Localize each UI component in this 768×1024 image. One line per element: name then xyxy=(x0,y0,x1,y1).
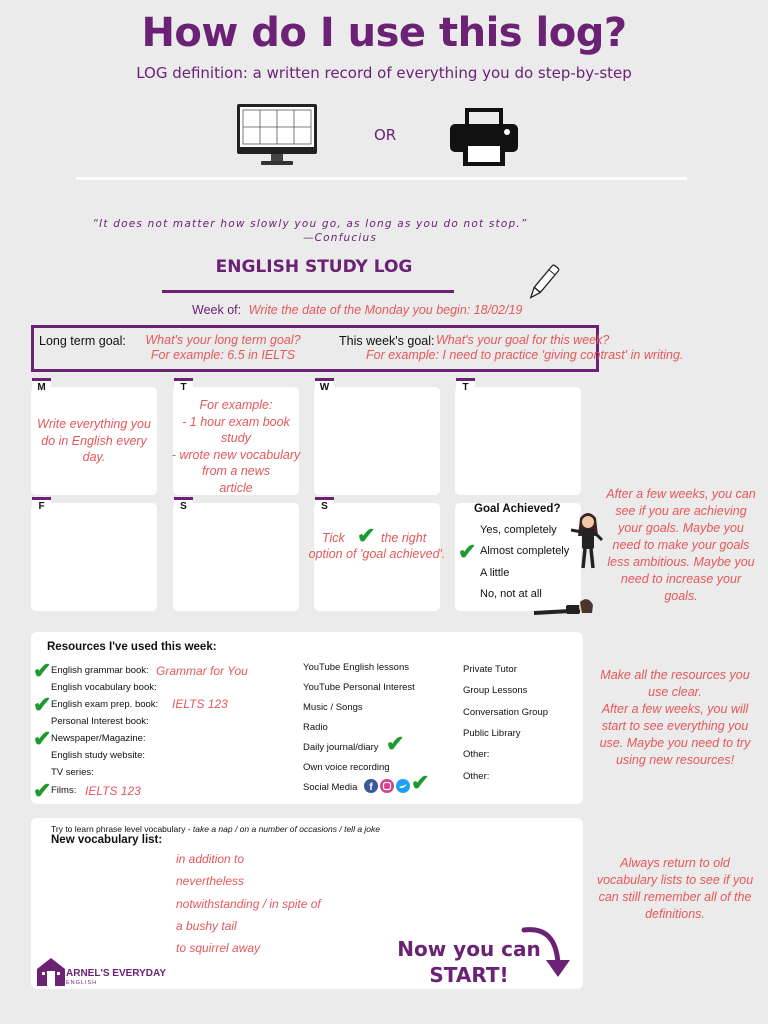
resource-exam-book-value: IELTS 123 xyxy=(172,697,228,711)
resource-social-media[interactable]: Social Media xyxy=(303,782,358,793)
day-tag-sunday: S xyxy=(315,497,334,513)
resources-title: Resources I've used this week: xyxy=(47,641,217,653)
check-icon: ✔ xyxy=(411,770,430,795)
side-note-line: After a few weeks, you can xyxy=(606,487,756,501)
side-note-line: vocabulary lists to see if you xyxy=(596,873,754,887)
arnels-logo-icon xyxy=(36,957,66,987)
instagram-icon xyxy=(380,779,394,793)
week-of-value: Write the date of the Monday you begin: 18/02/19 xyxy=(248,303,523,317)
side-note-line: Always return to old xyxy=(620,856,730,870)
side-note-line: can still remember all of the xyxy=(598,890,752,904)
quote xyxy=(0,217,620,245)
resource-tv-series[interactable]: TV series: xyxy=(51,767,94,778)
day-box-friday[interactable] xyxy=(31,503,157,611)
side-note-line: goals. xyxy=(664,589,698,603)
title-underline xyxy=(162,290,454,293)
day-box-saturday[interactable] xyxy=(173,503,299,611)
check-icon: ✔ xyxy=(33,692,52,717)
side-note-line: After a few weeks, you will xyxy=(601,702,749,716)
log-definition: LOG definition: a written record of everything you do step-by-step xyxy=(136,64,632,82)
vocab-item: nevertheless xyxy=(176,874,245,888)
goal-option-almost[interactable]: Almost completely xyxy=(480,545,570,557)
curved-arrow-icon xyxy=(520,924,572,980)
vocab-item: a bushy tail xyxy=(176,919,237,933)
check-icon: ✔ xyxy=(357,523,376,548)
day-text-sunday-tick: Tick xyxy=(322,531,345,545)
day-tag-thursday: T xyxy=(456,378,475,394)
vocab-title: New vocabulary list: xyxy=(51,834,163,846)
header-divider xyxy=(76,177,687,180)
resource-youtube-lessons[interactable]: YouTube English lessons xyxy=(303,662,409,673)
resource-films[interactable]: Films: xyxy=(51,785,77,796)
check-icon: ✔ xyxy=(458,539,477,564)
resource-vocab-book[interactable]: English vocabulary book: xyxy=(51,682,157,693)
vocab-item: in addition to xyxy=(176,852,245,866)
long-term-goal-label: Long term goal: xyxy=(39,334,126,348)
day-text-line: For example: xyxy=(199,398,273,412)
goal-option-little[interactable]: A little xyxy=(480,567,510,579)
resource-grammar-book[interactable]: English grammar book: xyxy=(51,665,149,676)
day-text-line: article xyxy=(219,480,253,495)
goal-option-yes[interactable]: Yes, completely xyxy=(480,524,557,536)
resource-films-value: IELTS 123 xyxy=(85,784,141,798)
resource-public-library[interactable]: Public Library xyxy=(463,728,521,739)
study-log-title: ENGLISH STUDY LOG xyxy=(215,257,413,277)
day-tag-friday: F xyxy=(32,497,51,513)
day-text-line: - wrote new vocabulary xyxy=(171,447,301,462)
day-tag-wednesday: W xyxy=(315,378,334,394)
day-text-line: study xyxy=(221,431,251,445)
vocab-item: to squirrel away xyxy=(176,941,261,955)
or-label: OR xyxy=(374,126,397,144)
resource-radio[interactable]: Radio xyxy=(303,722,328,733)
day-tag-monday: M xyxy=(32,378,51,394)
resource-journal[interactable]: Daily journal/diary xyxy=(303,742,379,753)
day-text-sunday-right: the right xyxy=(381,531,427,545)
side-note-goals xyxy=(596,486,766,605)
svg-text:f: f xyxy=(369,782,373,793)
resource-group-lessons[interactable]: Group Lessons xyxy=(463,685,528,696)
side-note-line: use clear. xyxy=(648,685,702,699)
day-box-wednesday[interactable] xyxy=(314,387,440,495)
resource-website[interactable]: English study website: xyxy=(51,750,145,761)
side-note-line: need to make your goals xyxy=(612,538,750,552)
resource-grammar-book-value: Grammar for You xyxy=(156,664,248,678)
side-note-line: use. Maybe you need to try xyxy=(599,736,751,750)
printer-icon xyxy=(449,107,519,167)
resource-exam-book[interactable]: English exam prep. book: xyxy=(51,699,159,710)
side-note-line: your goals. Maybe you xyxy=(618,521,744,535)
week-goal-value xyxy=(366,333,698,363)
resource-voice-recording[interactable]: Own voice recording xyxy=(303,762,390,773)
day-text-line: - 1 hour exam book xyxy=(182,414,290,429)
day-box-thursday[interactable] xyxy=(455,387,581,495)
day-text-line: Write everything you xyxy=(37,417,151,431)
week-of xyxy=(192,303,522,317)
week-goal-line1: What's your goal for this week? xyxy=(436,333,610,347)
resource-interest-book[interactable]: Personal Interest book: xyxy=(51,716,149,727)
resource-conversation-group[interactable]: Conversation Group xyxy=(463,707,549,718)
side-note-line: less ambitious. Maybe you xyxy=(607,555,755,569)
check-icon: ✔ xyxy=(33,658,52,683)
day-text-line: day. xyxy=(82,450,106,464)
check-icon: ✔ xyxy=(33,778,52,803)
resource-other-1[interactable]: Other: xyxy=(463,749,490,760)
check-icon: ✔ xyxy=(386,731,405,756)
vocab-item: notwithstanding / in spite of xyxy=(176,897,321,911)
side-note-line: Make all the resources you xyxy=(600,668,750,682)
start-line2: START! xyxy=(429,963,509,987)
day-text-line: from a news xyxy=(201,464,271,478)
week-goal-label: This week's goal: xyxy=(339,334,435,348)
side-note-line: definitions. xyxy=(645,907,705,921)
day-tag-tuesday: T xyxy=(174,378,193,394)
page-title: How do I use this log? xyxy=(141,10,627,56)
vocab-tip-examples: take a nap / on a number of occasions / tell a joke xyxy=(192,824,381,834)
side-note-line: need to increase your xyxy=(620,572,742,586)
long-term-goal-line2: For example: 6.5 in IELTS xyxy=(150,348,296,362)
computer-monitor-icon xyxy=(235,103,319,167)
resource-newspaper[interactable]: Newspaper/Magazine: xyxy=(51,733,146,744)
quote-author: —Confucius xyxy=(302,232,378,244)
side-note-line: see if you are achieving xyxy=(615,504,747,518)
day-text-line: do in English every xyxy=(41,433,147,448)
start-line1: Now you can xyxy=(397,937,541,961)
vocab-tip xyxy=(51,824,380,834)
pen-icon xyxy=(525,262,561,304)
day-tag-saturday: S xyxy=(174,497,193,513)
logo-name: ARNEL'S EVERYDAY xyxy=(66,968,166,979)
check-icon: ✔ xyxy=(33,726,52,751)
side-note-vocab xyxy=(586,855,764,923)
resource-youtube-interest[interactable]: YouTube Personal Interest xyxy=(303,682,415,693)
quote-text: “It does not matter how slowly you go, as long as you do not stop.” xyxy=(92,218,528,230)
day-text-monday xyxy=(31,416,157,466)
vocab-tip-text: Try to learn phrase level vocabulary - xyxy=(51,824,193,834)
side-note-resources xyxy=(586,667,764,769)
girl-lying-down-icon xyxy=(530,595,594,619)
goal-achieved-title: Goal Achieved? xyxy=(474,503,561,515)
long-term-goal-line1: What's your long term goal? xyxy=(145,333,301,347)
resource-other-2[interactable]: Other: xyxy=(463,771,490,782)
long-term-goal-value xyxy=(138,333,308,363)
week-of-label: Week of: xyxy=(192,303,242,317)
resource-private-tutor[interactable]: Private Tutor xyxy=(463,664,517,675)
logo-subtitle: ENGLISH xyxy=(66,980,98,986)
day-text-sunday-option: option of 'goal achieved'. xyxy=(308,547,446,561)
day-text-tuesday xyxy=(166,397,306,496)
side-note-line: start to see everything you xyxy=(601,719,749,733)
side-note-line: using new resources! xyxy=(615,753,735,767)
social-media-icons xyxy=(363,778,413,794)
week-goal-line2: For example: I need to practice 'giving contrast' in writing. xyxy=(366,348,684,362)
resource-music[interactable]: Music / Songs xyxy=(303,702,363,713)
goal-option-none[interactable]: No, not at all xyxy=(480,588,542,600)
